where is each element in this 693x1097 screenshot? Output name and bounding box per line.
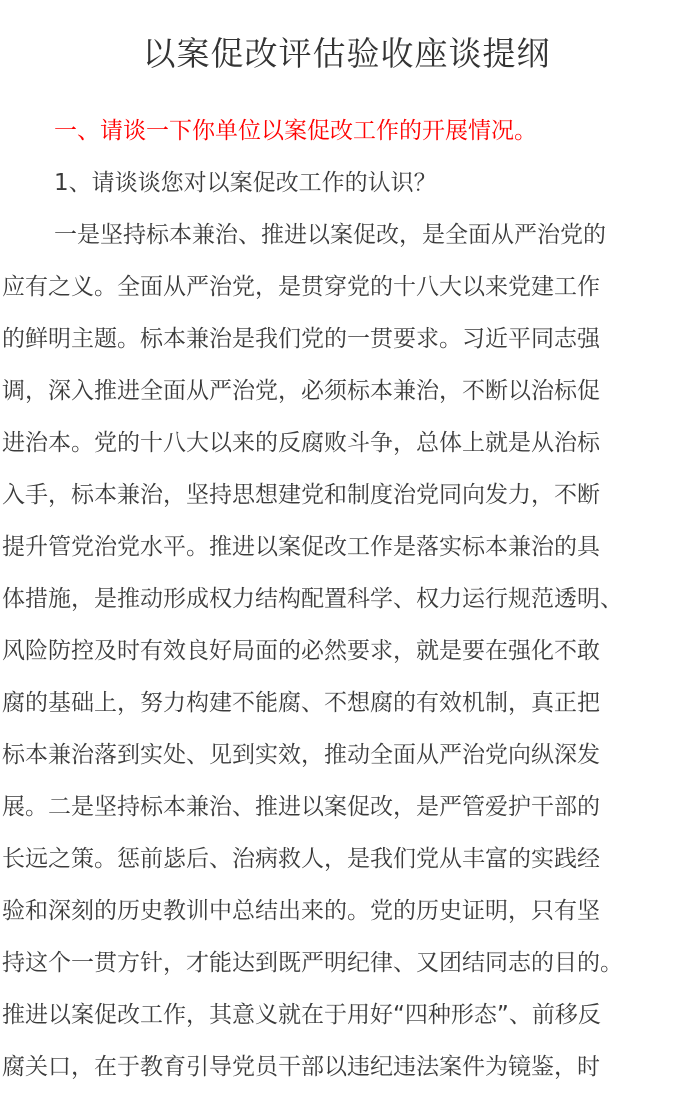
body-line: 持这个一贯方针，才能达到既严明纪律、又团结同志的目的。 [2,950,623,976]
body-line: 应有之义。全面从严治党，是贯穿党的十八大以来党建工作 [2,274,600,300]
body-line: 长远之策。惩前毖后、治病救人，是我们党从丰富的实践经 [2,846,600,872]
body-line: 提升管党治党水平。推进以案促改工作是落实标本兼治的具 [2,534,600,560]
body-line: 推进以案促改工作，其意义就在于用好“四种形态”、前移反 [2,1002,601,1028]
body-line: 腐的基础上，努力构建不能腐、不想腐的有效机制，真正把 [2,690,600,716]
body-line: 的鲜明主题。标本兼治是我们党的一贯要求。习近平同志强 [2,326,600,352]
document-title: 以案促改评估验收座谈提纲 [142,34,551,73]
body-line: 标本兼治落到实处、见到实效，推动全面从严治党向纵深发 [2,742,600,768]
body-line: 腐关口，在于教育引导党员干部以违纪违法案件为镜鉴，时 [2,1054,600,1080]
body-line: 调，深入推进全面从严治党，必须标本兼治，不断以治标促 [2,378,600,404]
body-line: 进治本。党的十八大以来的反腐败斗争，总体上就是从治标 [2,430,600,456]
body-line: 风险防控及时有效良好局面的必然要求，就是要在强化不敢 [2,638,600,664]
section-heading: 一、请谈一下你单位以案促改工作的开展情况。 [54,118,537,144]
body-line: 一是坚持标本兼治、推进以案促改，是全面从严治党的 [54,222,606,248]
body-line: 体措施，是推动形成权力结构配置科学、权力运行规范透明、 [2,586,623,612]
question-1: 1、请谈谈您对以案促改工作的认识？ [54,170,437,196]
body-line: 入手，标本兼治，坚持思想建党和制度治党同向发力，不断 [2,482,600,508]
body-line: 展。二是坚持标本兼治、推进以案促改，是严管爱护干部的 [2,794,600,820]
body-paragraph [0,222,693,1080]
body-line: 验和深刻的历史教训中总结出来的。党的历史证明，只有坚 [2,898,600,924]
